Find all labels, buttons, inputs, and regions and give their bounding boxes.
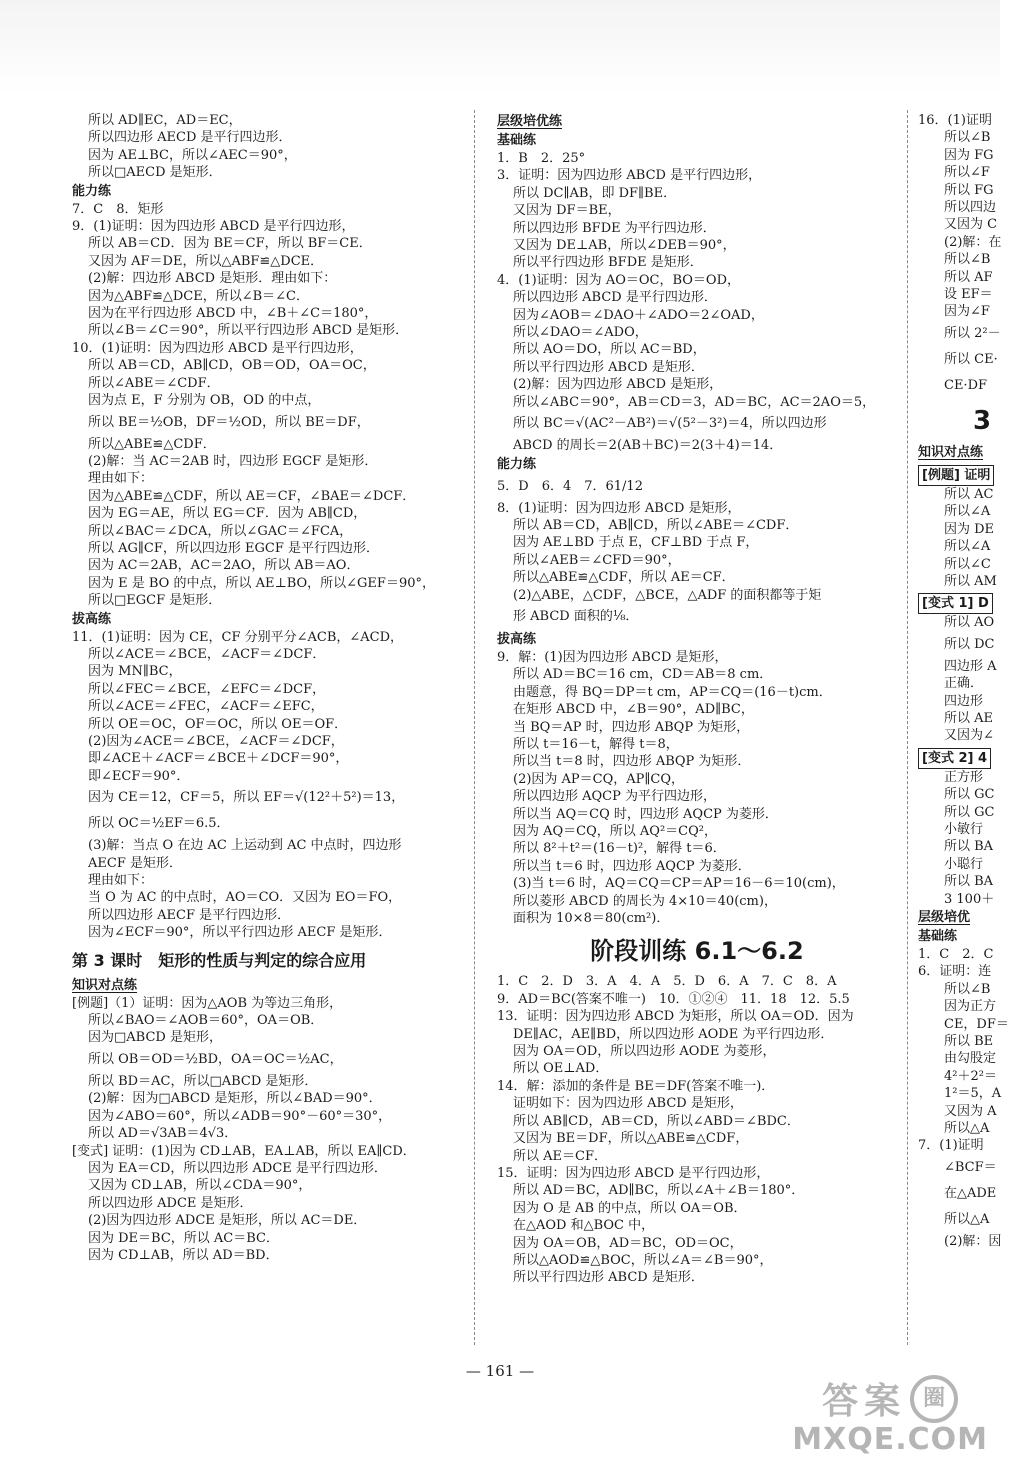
text-line: 所以□AECD 是矩形． xyxy=(88,165,222,181)
text-line: 由题意，得 BQ＝DP＝t cm，AP＝CQ＝(16－t)cm． xyxy=(513,684,832,700)
text-line: 所以 AD＝√3AB＝4√3． xyxy=(88,1126,238,1142)
text-line: DE∥AC，AE∥BD，所以四边形 AODE 为平行四边形． xyxy=(513,1026,834,1042)
text-line: 9．解：(1)因为四边形 ABCD 是矩形， xyxy=(497,649,728,665)
text-line: 4²＋2²＝ xyxy=(944,1068,997,1084)
text-line: 所以 AB∥CD，AB＝CD，所以∠ABD＝∠BDC． xyxy=(513,1113,800,1129)
text-line: 所以 AG∥CF，所以四边形 EGCF 是平行四边形． xyxy=(88,540,379,556)
text-line: 因为△ABE≌△CDF，所以 AE＝CF，∠BAE＝∠DCF． xyxy=(88,488,416,504)
text-line: 15．证明：因为四边形 ABCD 是平行四边形， xyxy=(497,1165,770,1181)
text-line: CE·DF xyxy=(944,377,988,393)
watermark xyxy=(792,1373,988,1457)
text-line: 因为 CE＝12，CF＝5，所以 EF＝√(12²＋5²)＝13， xyxy=(88,790,405,806)
text-line: 16．(1)证明 xyxy=(918,113,992,128)
text-line: 所以∠BAC＝∠DCA，所以∠GAC＝∠FCA， xyxy=(88,523,353,539)
text-line: 又因为 DE⊥AB，所以∠DEB＝90°， xyxy=(513,238,736,254)
text-line: 所以△A xyxy=(944,1211,990,1227)
text-line: 所以 AC xyxy=(944,486,994,502)
text-line: 因为 CD⊥AB，所以 AD＝BD． xyxy=(88,1247,279,1263)
text-line: 所以 DC∥AB，即 DF∥BE． xyxy=(513,185,677,201)
text-line: 8．(1)证明：因为四边形 ABCD 是矩形， xyxy=(497,500,741,516)
text-line: 所以 t＝16－t，解得 t＝8， xyxy=(513,736,679,752)
text-line: (2)△ABE，△CDF，△BCE，△ADF 的面积都等于矩 xyxy=(513,587,822,603)
text-line: 所以 AB＝CD，AB∥CD，所以∠ABE＝∠CDF． xyxy=(513,517,799,533)
text-line: 所以 AD＝BC＝16 cm，CD＝AB＝8 cm． xyxy=(513,667,773,683)
text-line: 因为□ABCD 是矩形， xyxy=(88,1030,222,1046)
text-line: 又因为 BE＝DF，所以△ABE≌△CDF， xyxy=(513,1131,749,1147)
text-line: 因为 AE⊥BC，所以∠AEC＝90°， xyxy=(88,147,297,163)
text-line: (2)解：因为四边形 ABCD 是矩形， xyxy=(513,377,723,393)
text-line: 所以菱形 ABCD 的周长为 4×10＝40(cm)， xyxy=(513,893,777,909)
text-line: [变式] 证明：(1)因为 CD⊥AB，EA⊥AB，所以 EA∥CD． xyxy=(72,1143,416,1159)
text-line: 所以 AB＝CD，AB∥CD，OB＝OD，OA＝OC， xyxy=(88,358,376,374)
text-line: [例题]（1）证明：因为△AOB 为等边三角形， xyxy=(72,995,343,1011)
text-line: 当 O 为 AC 的中点时，AO＝CO．又因为 EO＝FO， xyxy=(88,890,402,906)
text-line: 所以∠ABE＝∠CDF． xyxy=(88,375,220,391)
text-line: 7．C 8．矩形 xyxy=(72,201,164,217)
section-heading: 能力练 xyxy=(72,183,112,199)
text-line: 所以平行四边形 BFDE 是矩形． xyxy=(513,255,703,271)
right-column xyxy=(918,112,1009,1250)
section-heading: [例题] 证明 xyxy=(918,465,994,486)
text-line: 因为 AQ＝CQ，所以 AQ²＝CQ²， xyxy=(513,824,717,839)
section-heading: 知识对点练 xyxy=(918,444,984,460)
middle-column xyxy=(497,112,897,1287)
text-line: 所以 GC xyxy=(944,787,995,803)
text-line: 小敏行 xyxy=(944,821,984,837)
text-line: 因为 AC＝2AB，AC＝2AO，所以 AB＝AO． xyxy=(88,558,360,574)
text-line: 所以四边形 BFDE 为平行四边形． xyxy=(513,220,716,236)
section-heading: 知识对点练 xyxy=(72,977,138,993)
text-line: 所以∠BAO＝∠AOB＝60°，OA＝OB． xyxy=(88,1013,324,1029)
text-line: 所以 AO xyxy=(944,615,995,631)
text-line: (2)因为 AP＝CQ，AP∥CQ， xyxy=(513,771,685,787)
chapter-number: 3 xyxy=(973,405,992,436)
text-line: 正确． xyxy=(944,676,984,692)
text-line: 在矩形 ABCD 中，∠B＝90°，AD∥BC， xyxy=(513,702,754,718)
text-line: 所以△A xyxy=(944,1121,990,1137)
text-line: 因为 AE⊥BD 于点 E，CF⊥BD 于点 F， xyxy=(513,535,759,551)
text-line: 因为 EG＝AE，所以 EG＝CF．因为 AB∥CD， xyxy=(88,506,367,522)
text-line: (2)解：四边形 ABCD 是矩形．理由如下： xyxy=(88,271,337,287)
text-line: 因为 O 是 AB 的中点，所以 OA＝OB． xyxy=(513,1200,747,1216)
text-line: 所以 AM xyxy=(944,573,997,589)
text-line: 1．C 2．C xyxy=(918,947,994,962)
text-line: 又因为∠ xyxy=(944,728,994,744)
text-line: 所以□EGCF 是矩形． xyxy=(88,593,222,609)
text-line: 又因为 CD⊥AB，所以∠CDA＝90°， xyxy=(88,1178,312,1194)
text-line: 因为 EA＝CD，所以四边形 ADCE 是平行四边形． xyxy=(88,1160,387,1176)
text-line: 所以∠FEC＝∠BCE，∠EFC＝∠DCF， xyxy=(88,681,326,697)
text-line: (2)解：当 AC＝2AB 时，四边形 EGCF 是矩形． xyxy=(88,453,378,469)
text-line: 所以当 t＝8 时，四边形 ABQP 为矩形． xyxy=(513,754,751,770)
watermark-logo xyxy=(792,1373,988,1424)
text-line: 所以 OE＝OC，OF＝OC，所以 OE＝OF． xyxy=(88,716,348,732)
text-line: 所以 AD＝BC，AD∥BC，所以∠A＋∠B＝180°． xyxy=(513,1183,805,1199)
text-line: 所以 FG xyxy=(944,182,994,198)
text-line: 所以四边形 AECF 是平行四边形． xyxy=(88,907,291,923)
text-line: 11．(1)证明：因为 CE，CF 分别平分∠ACB，∠ACD， xyxy=(72,629,404,645)
text-line: 小聪行 xyxy=(944,856,984,872)
text-line: 所以△ABE≌△CDF，所以 AE＝CF． xyxy=(513,570,735,586)
text-line: ∠BCF＝ xyxy=(944,1159,997,1175)
text-line: CE，DF＝ xyxy=(944,1016,1009,1032)
text-line: 设 EF＝ xyxy=(944,287,993,303)
text-line: 所以当 AQ＝CQ 时，四边形 AQCP 为菱形． xyxy=(513,806,778,822)
text-line: 即∠ACE＋∠ACF＝∠BCE＋∠DCF＝90°， xyxy=(88,751,349,767)
text-line: 所以 BE＝½OB，DF＝½OD，所以 BE＝DF， xyxy=(88,414,370,430)
text-line: 所以∠A xyxy=(944,504,991,520)
section-heading: 基础练 xyxy=(497,133,537,148)
text-line: 因为△ABF≌△DCE，所以∠B＝∠C． xyxy=(88,288,309,304)
text-line: 所以 8²＋t²＝(16－t)²，解得 t＝6． xyxy=(513,841,726,857)
text-line: 14．解：添加的条件是 BE＝DF(答案不唯一)． xyxy=(497,1078,775,1094)
text-line: ABCD 的周长＝2(AB＋BC)＝2(3＋4)＝14． xyxy=(513,438,783,454)
text-line: 所以 OC＝½EF＝6.5． xyxy=(88,816,230,832)
watermark-badge: 圈 xyxy=(910,1375,958,1423)
text-line: 由勾股定 xyxy=(944,1051,997,1067)
text-line: 因为 FG xyxy=(944,147,994,163)
text-line: 因为 OA＝OD，所以四边形 AODE 为菱形， xyxy=(513,1044,776,1060)
text-line: (2)解：因为□ABCD 是矩形，所以∠BAD＝90°． xyxy=(88,1091,382,1107)
text-line: 所以∠ACE＝∠BCE，∠ACF＝∠DCF． xyxy=(88,646,326,662)
text-line: 因为 OA＝OB，AD＝BC，OD＝OC， xyxy=(513,1235,743,1251)
text-line: (2)因为四边形 ADCE 是矩形，所以 AC＝DE． xyxy=(88,1213,367,1229)
section-heading: 层级培优 xyxy=(918,910,971,925)
text-line: 理由如下： xyxy=(88,873,154,889)
text-line: 因为 DE＝BC，所以 AC＝BC． xyxy=(88,1230,279,1246)
text-line: 理由如下： xyxy=(88,471,154,487)
column-divider xyxy=(907,110,908,1345)
text-line: 3 100＋ xyxy=(944,891,995,907)
text-line: 四边形 xyxy=(944,693,984,709)
text-line: 1²＝5，A xyxy=(944,1086,1002,1102)
text-line: 所以 DC xyxy=(944,636,995,652)
text-line: 所以 AE xyxy=(944,710,994,726)
lesson-title: 第 3 课时 矩形的性质与判定的综合应用 xyxy=(72,950,367,970)
text-line: (3)当 t＝6 时，AQ＝CQ＝CP＝AP＝16－6＝10(cm)， xyxy=(513,876,845,892)
text-line: 又因为 A xyxy=(944,1103,997,1119)
text-line: 在△ADE xyxy=(944,1185,997,1201)
text-line: (2)因为∠ACE＝∠BCE，∠ACF＝∠DCF， xyxy=(88,734,344,749)
text-line: 又因为 AF＝DE，所以△ABF≌△DCE． xyxy=(88,253,324,269)
text-line: 因为 E 是 BO 的中点，所以 AE⊥BO，所以∠GEF＝90°， xyxy=(88,575,435,591)
text-line: 面积为 10×8＝80(cm²)． xyxy=(513,911,670,927)
text-line: 所以平行四边形 ABCD 是矩形． xyxy=(513,1270,704,1286)
text-line: 在△AOD 和△BOC 中， xyxy=(513,1218,655,1234)
text-line: 所以∠B＝∠C＝90°，所以平行四边形 ABCD 是矩形． xyxy=(88,323,409,339)
column-divider xyxy=(474,110,475,1345)
text-line: 因为∠ABO＝60°，所以∠ADB＝90°－60°＝30°， xyxy=(88,1108,392,1124)
text-line: 所以∠B xyxy=(944,252,991,268)
section-heading: 拔高练 xyxy=(72,611,112,627)
text-line: 9．AD＝BC(答案不唯一) 10．①②④ 11．18 12．5.5 xyxy=(497,991,850,1007)
text-line: 所以 BD＝AC，所以□ABCD 是矩形． xyxy=(88,1073,318,1089)
section-heading: 层级培优练 xyxy=(497,114,563,129)
text-line: 所以 AB＝CD．因为 BE＝CF，所以 BF＝CE． xyxy=(88,236,372,252)
text-line: 所以 GC xyxy=(944,804,995,820)
text-line: 9．(1)证明：因为四边形 ABCD 是平行四边形， xyxy=(72,219,355,235)
text-line: 所以 BC＝√(AC²－AB²)＝√(5²－3²)＝4，所以四边形 xyxy=(513,416,827,432)
text-line: 所以 AO＝DO，所以 AC＝BD， xyxy=(513,342,706,358)
text-line: 所以 AD∥EC，AD＝EC， xyxy=(88,113,242,128)
scan-shade xyxy=(0,0,1000,95)
text-line: 13．证明：因为四边形 ABCD 为矩形，所以 OA＝OD．因为 xyxy=(497,1009,854,1025)
text-line: 所以 OE⊥AD． xyxy=(513,1061,609,1077)
text-line: 所以∠ABC＝90°，AB＝CD＝3，AD＝BC，AC＝2AO＝5， xyxy=(513,394,876,410)
left-column xyxy=(72,112,460,1264)
text-line: 所以 OB＝OD＝½BD，OA＝OC＝½AC， xyxy=(88,1051,343,1067)
text-line: 所以四边形 AQCP 为平行四边形， xyxy=(513,789,717,805)
text-line: (2)解：因 xyxy=(944,1233,1002,1249)
text-line: 所以△AOD≌△BOC，所以∠A＝∠B＝90°， xyxy=(513,1252,773,1268)
text-line: 所以∠AEB＝∠CFD＝90°， xyxy=(513,552,681,568)
stage-title: 阶段训练 6.1～6.2 xyxy=(590,937,804,966)
text-line: 又因为 C xyxy=(944,217,998,233)
text-line: 所以 BE xyxy=(944,1034,994,1050)
watermark-site: MXQE.COM xyxy=(792,1422,988,1457)
text-line: 4．(1)证明：因为 AO＝OC，BO＝OD， xyxy=(497,272,741,288)
text-line: 所以∠F xyxy=(944,165,990,181)
text-line: 形 ABCD 面积的⅛． xyxy=(513,608,639,624)
text-line: 即∠ECF＝90°． xyxy=(88,768,190,784)
text-line: 因为点 E，F 分别为 OB，OD 的中点， xyxy=(88,393,321,409)
text-line: 所以∠ACE＝∠FEC，∠ACF＝∠EFC， xyxy=(88,699,324,715)
text-line: 所以 BA xyxy=(944,839,994,855)
section-heading: [变式 2] 4 xyxy=(918,748,991,769)
text-line: 四边形 A xyxy=(944,658,997,674)
text-line: 所以四边形 ADCE 是矩形． xyxy=(88,1195,253,1211)
text-line: 7．(1)证明 xyxy=(918,1138,984,1154)
text-line: 因为正方 xyxy=(944,999,997,1015)
text-line: 当 BQ＝AP 时，四边形 ABQP 为矩形， xyxy=(513,719,750,735)
text-line: 因为∠ECF＝90°，所以平行四边形 AECF 是矩形． xyxy=(88,925,392,941)
text-line: 1．B 2．25° xyxy=(497,151,586,166)
text-line: 所以平行四边形 ABCD 是矩形． xyxy=(513,359,704,375)
text-line: 1．C 2．D 3．A 4．A 5．D 6．A 7．C 8．A xyxy=(497,974,837,990)
text-line: 正方形 xyxy=(944,769,984,785)
text-line: 所以 2²－ xyxy=(944,325,1001,341)
text-line: (3)解：当点 O 在边 AC 上运动到 AC 中点时，四边形 xyxy=(88,838,402,854)
text-line: 3．证明：因为四边形 ABCD 是平行四边形， xyxy=(497,168,762,184)
text-line: 所以 BA xyxy=(944,874,994,890)
text-line: 证明如下：因为四边形 ABCD 是矩形， xyxy=(513,1096,743,1112)
text-line: 因为 DE xyxy=(944,521,995,537)
section-heading: 能力练 xyxy=(497,456,537,472)
text-line: 所以∠DAO＝∠ADO， xyxy=(513,325,648,341)
text-line: 所以∠C xyxy=(944,556,991,572)
text-line: 所以 AF xyxy=(944,269,993,285)
text-line: 因为在平行四边形 ABCD 中，∠B＋∠C＝180°， xyxy=(88,306,378,322)
text-line: 所以四边形 ABCD 是平行四边形． xyxy=(513,290,717,306)
watermark-logo-text: 答案 xyxy=(822,1381,907,1422)
text-line: 所以∠B xyxy=(944,981,991,997)
text-line: 10．(1)证明：因为四边形 ABCD 是平行四边形， xyxy=(72,340,363,356)
text-line: 所以 CE· xyxy=(944,351,998,367)
text-line: 6．证明：连 xyxy=(918,964,992,980)
text-line: 所以∠A xyxy=(944,539,991,555)
text-line: 所以当 t＝6 时，四边形 AQCP 为菱形． xyxy=(513,858,751,874)
text-line: 所以∠B xyxy=(944,130,991,146)
text-line: (2)解：在 xyxy=(944,234,1002,250)
text-line: 因为∠AOB＝∠DAO＋∠ADO＝2∠OAD， xyxy=(513,307,764,323)
text-line: 所以△ABE≌△CDF． xyxy=(88,436,216,452)
text-line: AECF 是矩形． xyxy=(88,855,182,871)
section-heading: 基础练 xyxy=(918,929,958,944)
section-heading: 拔高练 xyxy=(497,631,537,647)
text-line: 因为∠F xyxy=(944,304,990,320)
text-line: 所以四边形 AECD 是平行四边形． xyxy=(88,130,292,146)
section-heading: [变式 1] D xyxy=(918,593,993,614)
text-line: 因为 MN∥BC， xyxy=(88,664,182,680)
text-line: 所以 AE＝CF． xyxy=(513,1148,607,1164)
page-number: — 161 — xyxy=(465,1362,535,1380)
text-line: 所以四边 xyxy=(944,200,997,216)
text-line: 5．D 6．4 7．61/12 xyxy=(497,478,643,494)
text-line: 又因为 DF＝BE， xyxy=(513,203,621,219)
